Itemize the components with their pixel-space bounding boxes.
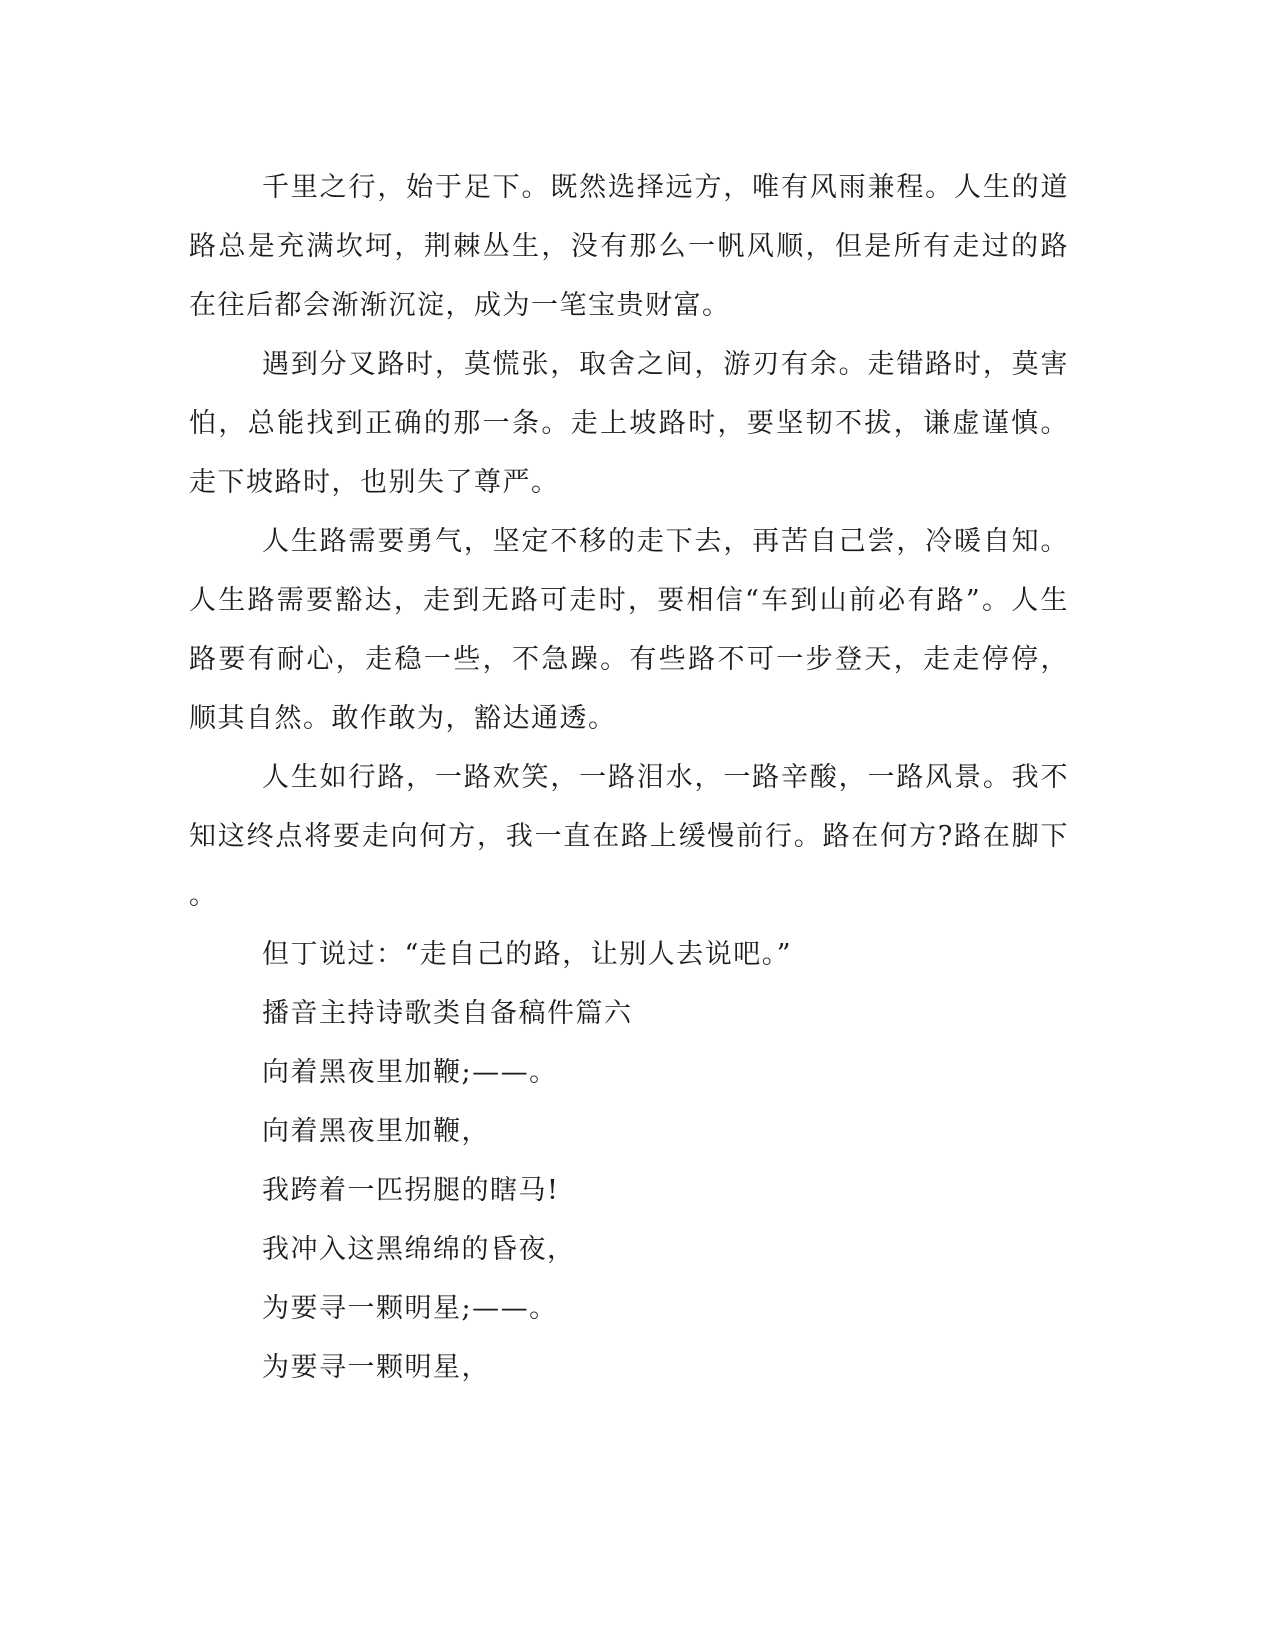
paragraph-2-line-2: 怕，总能找到正确的那一条。走上坡路时，要坚韧不拔，谦虚谨慎。 bbox=[189, 408, 1069, 439]
dante-quote: 但丁说过：“走自己的路，让别人去说吧。” bbox=[262, 939, 793, 970]
paragraph-1-line-2: 路总是充满坎坷，荆棘丛生，没有那么一帆风顺，但是所有走过的路 bbox=[189, 231, 1069, 262]
poem-line-1: 向着黑夜里加鞭;——。 bbox=[262, 1057, 558, 1088]
paragraph-3-line-4: 顺其自然。敢作敢为，豁达通透。 bbox=[189, 703, 617, 734]
poem-line-2: 向着黑夜里加鞭， bbox=[262, 1116, 490, 1147]
paragraph-3-line-1: 人生路需要勇气，坚定不移的走下去，再苦自己尝，冷暖自知。 bbox=[262, 526, 1069, 557]
paragraph-4-line-3: 。 bbox=[189, 880, 218, 911]
poem-line-5: 为要寻一颗明星;——。 bbox=[262, 1293, 558, 1324]
paragraph-3-line-3: 路要有耐心，走稳一些，不急躁。有些路不可一步登天，走走停停， bbox=[189, 644, 1069, 675]
section-heading: 播音主持诗歌类自备稿件篇六 bbox=[262, 998, 633, 1029]
paragraph-4-line-2: 知这终点将要走向何方，我一直在路上缓慢前行。路在何方?路在脚下 bbox=[189, 821, 1069, 852]
paragraph-2-line-3: 走下坡路时，也别失了尊严。 bbox=[189, 467, 560, 498]
paragraph-1-line-1: 千里之行，始于足下。既然选择远方，唯有风雨兼程。人生的道 bbox=[262, 172, 1069, 203]
poem-line-3: 我跨着一匹拐腿的瞎马! bbox=[262, 1175, 560, 1206]
paragraph-4-line-1: 人生如行路，一路欢笑，一路泪水，一路辛酸，一路风景。我不 bbox=[262, 762, 1069, 793]
poem-line-6: 为要寻一颗明星， bbox=[262, 1352, 490, 1383]
paragraph-2-line-1: 遇到分叉路时，莫慌张，取舍之间，游刃有余。走错路时，莫害 bbox=[262, 349, 1069, 380]
paragraph-1-line-3: 在往后都会渐渐沉淀，成为一笔宝贵财富。 bbox=[189, 290, 731, 321]
paragraph-3-line-2: 人生路需要豁达，走到无路可走时，要相信“车到山前必有路”。人生 bbox=[189, 585, 1069, 616]
poem-line-4: 我冲入这黑绵绵的昏夜， bbox=[262, 1234, 576, 1265]
